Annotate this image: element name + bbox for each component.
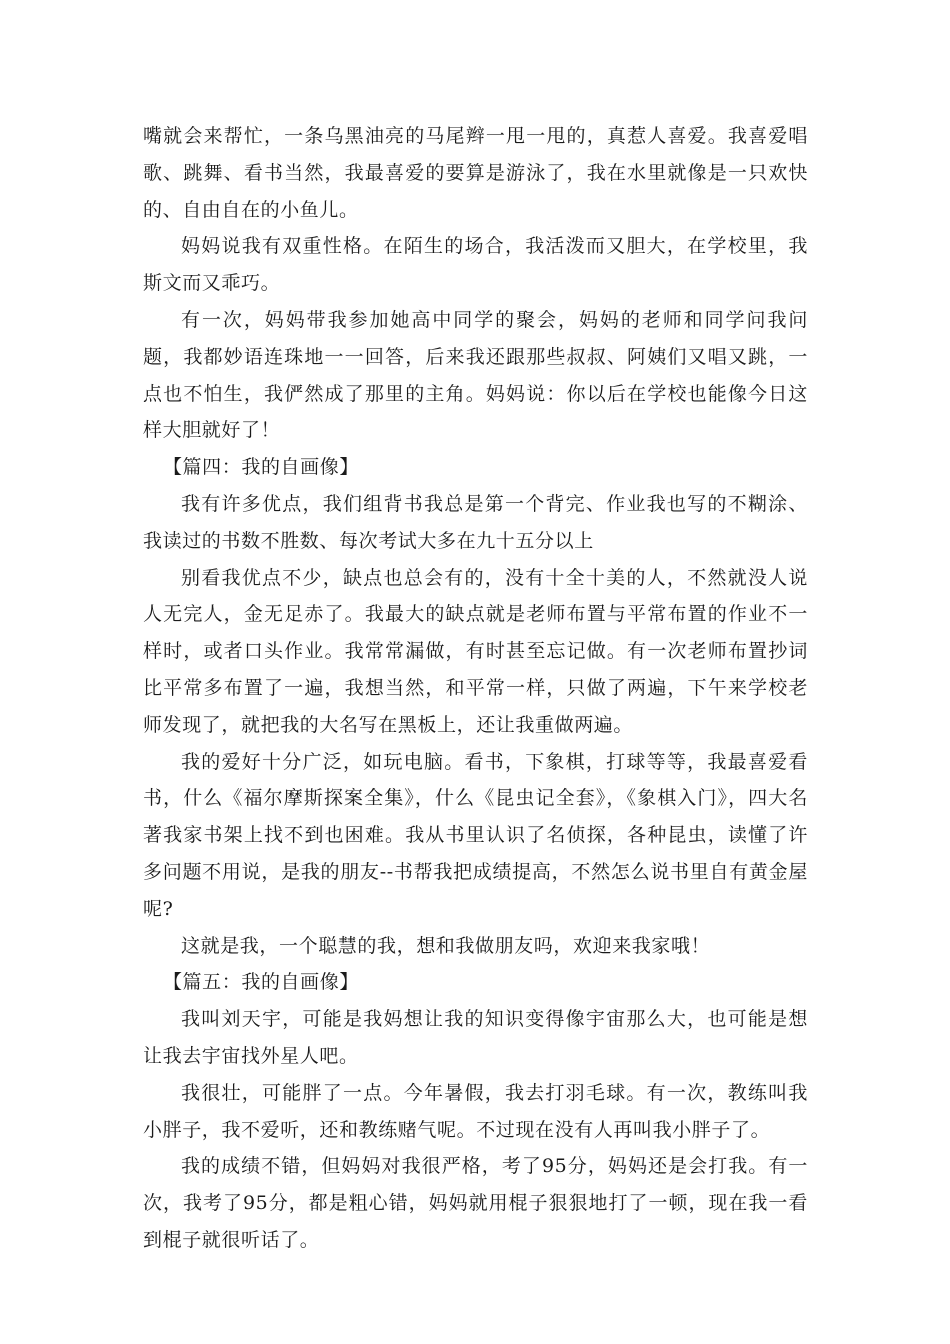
paragraph: 我的爱好十分广泛，如玩电脑。看书，下象棋，打球等等，我最喜爱看书，什么《福尔摩斯探案全集》，什么《昆虫记全套》，《象棋入门》，四大名著我家书架上找不到也困难。我从书里认识了名侦探，各种昆虫，读懂了许多问题不用说，是我的朋友--书帮我把成绩提高，不然怎么说书里自有黄金屋呢?	[143, 750, 808, 920]
paragraph: 妈妈说我有双重性格。在陌生的场合，我活泼而又胆大，在学校里，我斯文而又乖巧。	[143, 235, 808, 295]
document-body	[143, 118, 808, 1259]
section-heading: 【篇四：我的自画像】	[162, 456, 359, 479]
paragraph: 我有许多优点，我们组背书我总是第一个背完、作业我也写的不糊涂、我读过的书数不胜数、每次考试大多在九十五分以上	[143, 492, 808, 552]
section-heading: 【篇五：我的自画像】	[162, 971, 359, 994]
paragraph: 我很壮，可能胖了一点。今年暑假，我去打羽毛球。有一次，教练叫我小胖子，我不爱听，还和教练赌气呢。不过现在没有人再叫我小胖子了。	[143, 1081, 808, 1141]
paragraph: 嘴就会来帮忙，一条乌黑油亮的马尾辫一甩一甩的，真惹人喜爱。我喜爱唱歌、跳舞、看书当然，我最喜爱的要算是游泳了，我在水里就像是一只欢快的、自由自在的小鱼儿。	[143, 125, 808, 221]
paragraph: 这就是我，一个聪慧的我，想和我做朋友吗，欢迎来我家哦！	[181, 934, 711, 957]
paragraph: 别看我优点不少，缺点也总会有的，没有十全十美的人，不然就没人说人无完人，金无足赤了。我最大的缺点就是老师布置与平常布置的作业不一样时，或者口头作业。我常常漏做，有时甚至忘记做。有一次老师布置抄词比平常多布置了一遍，我想当然，和平常一样，只做了两遍，下午来学校老师发现了，就把我的大名写在黑板上，还让我重做两遍。	[143, 566, 808, 736]
paragraph: 我的成绩不错，但妈妈对我很严格，考了95分，妈妈还是会打我。有一次，我考了95分，都是粗心错，妈妈就用棍子狠狠地打了一顿，现在我一看到棍子就很听话了。	[143, 1155, 808, 1251]
paragraph: 我叫刘天宇，可能是我妈想让我的知识变得像宇宙那么大，也可能是想让我去宇宙找外星人吧。	[143, 1008, 808, 1067]
paragraph: 有一次，妈妈带我参加她高中同学的聚会，妈妈的老师和同学问我问题，我都妙语连珠地一一回答，后来我还跟那些叔叔、阿姨们又唱又跳，一点也不怕生，我俨然成了那里的主角。妈妈说：你以后在学校也能像今日这样大胆就好了！	[143, 308, 808, 442]
